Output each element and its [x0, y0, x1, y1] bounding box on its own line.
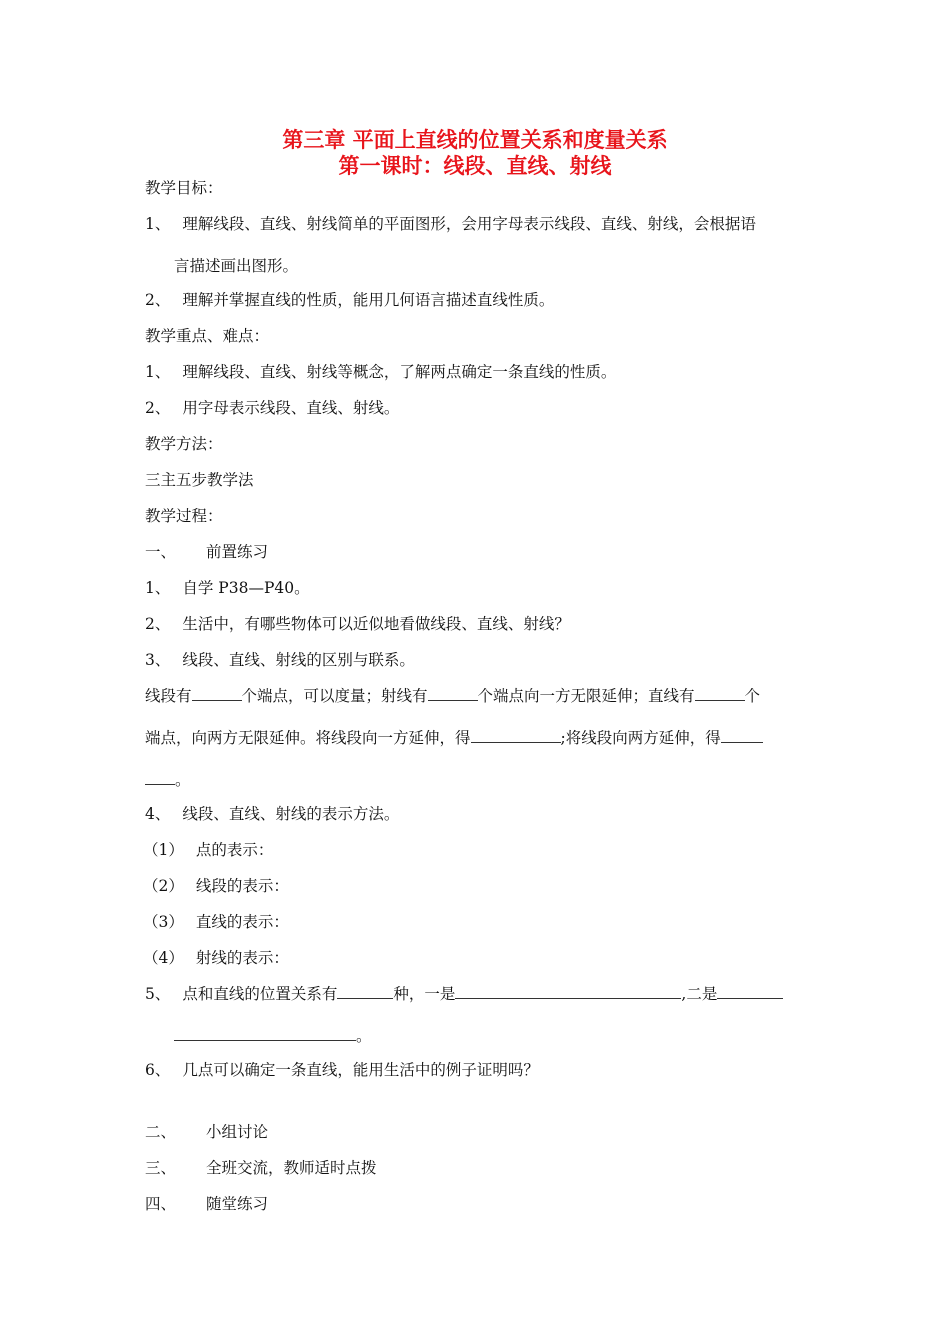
- sub-item-4-text: 射线的表示：: [195, 949, 289, 967]
- fill-text-segment: 线段有: [145, 687, 192, 705]
- section-4: [145, 1194, 268, 1214]
- practice-1-number: 1、: [145, 579, 171, 597]
- fill-line-3: [145, 770, 191, 790]
- method-heading: 教学方法：: [145, 435, 223, 453]
- section-3: [145, 1158, 377, 1178]
- section-2-number: 二、: [145, 1123, 177, 1141]
- fill-line-2: [145, 728, 763, 748]
- practice-2-number: 2、: [145, 615, 171, 633]
- sub-item-1: [143, 840, 273, 860]
- sub-item-2: [143, 876, 289, 896]
- blank-extend-two-cont[interactable]: [145, 770, 175, 785]
- fill-text-line: 个端点向一方无限延伸；直线有: [477, 687, 695, 705]
- practice-1-text: 自学 P38—P40。: [182, 579, 310, 597]
- sub-item-3-text: 直线的表示：: [195, 913, 289, 931]
- goal-1-continuation: 言描述画出图形。: [174, 257, 299, 275]
- key-point-1-number: 1、: [145, 363, 171, 381]
- blank-segment-endpoints[interactable]: [192, 686, 242, 701]
- sub-item-4: [143, 948, 289, 968]
- blank-relation-two-cont[interactable]: [174, 1026, 356, 1041]
- practice-1: [145, 578, 310, 598]
- goal-1-text: 理解线段、直线、射线简单的平面图形，会用字母表示线段、直线、射线，会根据语: [182, 215, 756, 233]
- practice-5: [145, 984, 783, 1004]
- practice-5-text-d: 。: [356, 1027, 372, 1045]
- blank-relation-one[interactable]: [455, 984, 681, 999]
- practice-5-number: 5、: [145, 985, 171, 1003]
- sub-item-3-number: （3）: [143, 913, 184, 931]
- sub-item-2-text: 线段的表示：: [195, 877, 289, 895]
- blank-relation-count[interactable]: [337, 984, 393, 999]
- practice-3-text: 线段、直线、射线的区别与联系。: [182, 651, 415, 669]
- section-4-title: 随堂练习: [206, 1195, 269, 1213]
- practice-6-text: 几点可以确定一条直线，能用生活中的例子证明吗？: [182, 1061, 539, 1079]
- section-1-number: 一、: [145, 543, 177, 561]
- practice-5-continuation: [174, 1026, 372, 1046]
- section-2-title: 小组讨论: [206, 1123, 269, 1141]
- practice-3-number: 3、: [145, 651, 171, 669]
- key-point-2-text: 用字母表示线段、直线、射线。: [182, 399, 400, 417]
- goals-heading: 教学目标：: [145, 179, 223, 197]
- method-text: 三主五步教学法: [145, 471, 254, 489]
- section-1-title: 前置练习: [206, 543, 269, 561]
- key-point-1-text: 理解线段、直线、射线等概念，了解两点确定一条直线的性质。: [182, 363, 617, 381]
- section-3-title: 全班交流，教师适时点拨: [206, 1159, 377, 1177]
- chapter-title: 第三章 平面上直线的位置关系和度量关系: [282, 128, 668, 152]
- section-4-number: 四、: [145, 1195, 177, 1213]
- sub-item-2-number: （2）: [143, 877, 184, 895]
- fill-text-ray: 个端点，可以度量；射线有: [241, 687, 428, 705]
- section-3-number: 三、: [145, 1159, 177, 1177]
- fill-text-extend-two: ;将线段向两方延伸，得: [560, 729, 721, 747]
- sub-item-1-number: （1）: [143, 841, 184, 859]
- key-point-1: [145, 362, 616, 382]
- blank-relation-two[interactable]: [717, 984, 783, 999]
- goal-1-number: 1、: [145, 215, 171, 233]
- practice-2: [145, 614, 570, 634]
- practice-4-text: 线段、直线、射线的表示方法。: [182, 805, 400, 823]
- blank-ray-endpoints[interactable]: [428, 686, 478, 701]
- practice-5-text-b: 种，一是: [393, 985, 456, 1003]
- goal-2-number: 2、: [145, 291, 171, 309]
- key-point-2: [145, 398, 399, 418]
- fill-line-1: [145, 686, 760, 706]
- goal-2: [145, 290, 554, 310]
- fill-text-period: 。: [175, 771, 191, 789]
- goal-1: [145, 214, 756, 234]
- practice-3: [145, 650, 415, 670]
- fill-text-extend-one: 端点，向两方无限延伸。将线段向一方延伸，得: [145, 729, 471, 747]
- key-point-2-number: 2、: [145, 399, 171, 417]
- fill-text-ge: 个: [744, 687, 761, 705]
- sub-item-1-text: 点的表示：: [195, 841, 274, 859]
- key-points-heading: 教学重点、难点：: [145, 327, 270, 345]
- sub-item-3: [143, 912, 289, 932]
- sub-item-4-number: （4）: [143, 949, 184, 967]
- blank-extend-one[interactable]: [471, 728, 561, 743]
- practice-4-number: 4、: [145, 805, 171, 823]
- goal-2-text: 理解并掌握直线的性质，能用几何语言描述直线性质。: [182, 291, 555, 309]
- practice-6: [145, 1060, 539, 1080]
- section-1: [145, 542, 268, 562]
- lesson-title: 第一课时：线段、直线、射线: [338, 154, 612, 178]
- practice-4: [145, 804, 399, 824]
- practice-2-text: 生活中，有哪些物体可以近似地看做线段、直线、射线？: [182, 615, 570, 633]
- blank-extend-two[interactable]: [721, 728, 763, 743]
- blank-line-endpoints[interactable]: [695, 686, 745, 701]
- practice-5-text-c: ,二是: [681, 985, 718, 1003]
- section-2: [145, 1122, 268, 1142]
- practice-5-text-a: 点和直线的位置关系有: [182, 985, 338, 1003]
- practice-6-number: 6、: [145, 1061, 171, 1079]
- process-heading: 教学过程：: [145, 507, 223, 525]
